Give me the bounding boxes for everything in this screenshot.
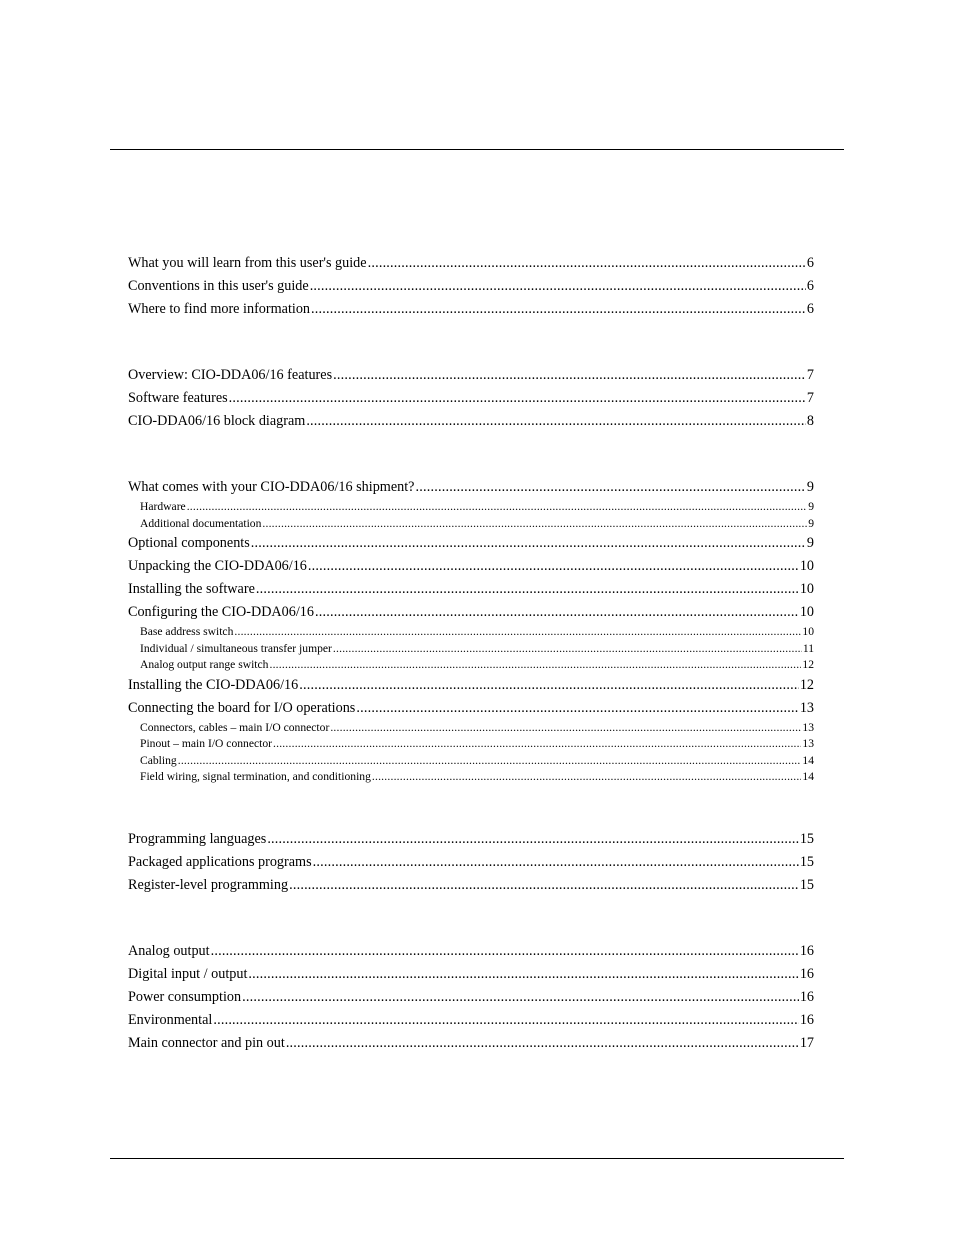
- toc-entry-title: Individual / simultaneous transfer jumper: [140, 641, 332, 655]
- toc-entry[interactable]: [128, 657, 814, 674]
- dot-leader: [256, 578, 799, 601]
- toc-entry-page: 13: [802, 737, 814, 750]
- toc-entry[interactable]: [128, 874, 814, 897]
- dot-leader: [368, 252, 806, 275]
- dot-leader: [213, 1009, 798, 1032]
- toc-section: [128, 828, 814, 897]
- toc-entry-page: 6: [806, 255, 814, 271]
- toc-entry-title: Analog output: [128, 942, 210, 959]
- toc-entry-title: What you will learn from this user's guide: [128, 255, 367, 271]
- toc-entry[interactable]: [128, 828, 814, 851]
- toc-entry-page: 16: [799, 942, 814, 959]
- dot-leader: [356, 697, 798, 720]
- dot-leader: [415, 476, 805, 499]
- toc-entry-page: 14: [802, 770, 814, 783]
- toc-entry-page: 13: [802, 720, 814, 734]
- dot-leader: [251, 532, 806, 555]
- toc-entry[interactable]: [128, 674, 814, 697]
- toc-entry-page: 12: [802, 658, 814, 671]
- toc-entry-title: Additional documentation: [140, 516, 262, 530]
- toc-entry-title: Connectors, cables – main I/O connector: [140, 720, 330, 734]
- toc-entry[interactable]: [128, 532, 814, 555]
- toc-entry-page: 10: [799, 558, 814, 574]
- toc-entry-title: Conventions in this user's guide: [128, 278, 309, 294]
- toc-entry-page: 7: [806, 367, 814, 383]
- footer-rule: [110, 1158, 844, 1159]
- toc-section: [128, 252, 814, 321]
- dot-leader: [333, 364, 806, 387]
- toc-entry[interactable]: [128, 516, 814, 533]
- toc-entry-page: 9: [806, 535, 814, 551]
- toc-entry-title: Installing the software: [128, 581, 255, 597]
- toc-entry-title: Register-level programming: [128, 876, 289, 893]
- dot-leader: [187, 499, 808, 516]
- dot-leader: [269, 657, 801, 674]
- toc-entry-title: Where to find more information: [128, 301, 311, 317]
- dot-leader: [273, 736, 801, 753]
- dot-leader: [248, 963, 798, 986]
- dot-leader: [313, 851, 799, 874]
- dot-leader: [308, 555, 799, 578]
- toc-entry-page: 16: [799, 965, 814, 982]
- toc-entry[interactable]: [128, 624, 814, 641]
- dot-leader: [311, 298, 806, 321]
- toc-entry-title: Unpacking the CIO-DDA06/16: [128, 558, 307, 574]
- toc-entry-page: 14: [802, 753, 814, 767]
- dot-leader: [211, 940, 799, 963]
- toc-entry-page: 7: [806, 390, 814, 406]
- toc-section: [128, 940, 814, 1055]
- toc-entry-title: Software features: [128, 390, 228, 406]
- toc-entry-page: 16: [799, 1011, 814, 1028]
- toc-entry-title: What comes with your CIO-DDA06/16 shipment?: [128, 479, 415, 495]
- toc-section: [128, 476, 814, 786]
- toc-entry[interactable]: [128, 555, 814, 578]
- toc-entry-page: 17: [799, 1034, 814, 1051]
- toc-entry-page: 15: [799, 876, 814, 893]
- toc-entry[interactable]: [128, 578, 814, 601]
- toc-entry[interactable]: [128, 940, 814, 963]
- toc-section: [128, 364, 814, 433]
- dot-leader: [267, 828, 799, 851]
- header-rule: [110, 149, 844, 150]
- toc-entry-page: 9: [808, 500, 814, 513]
- toc-entry-title: Cabling: [140, 753, 177, 767]
- dot-leader: [234, 624, 801, 641]
- dot-leader: [299, 674, 799, 697]
- toc-entry-title: Connecting the board for I/O operations: [128, 699, 356, 716]
- dot-leader: [330, 720, 801, 737]
- toc-entry[interactable]: [128, 697, 814, 720]
- toc-entry[interactable]: [128, 252, 814, 275]
- toc-entry[interactable]: [128, 963, 814, 986]
- toc-entry-title: Overview: CIO-DDA06/16 features: [128, 367, 333, 383]
- toc-entry-page: 10: [799, 581, 814, 597]
- toc-entry[interactable]: [128, 364, 814, 387]
- toc-entry[interactable]: [128, 986, 814, 1009]
- toc-entry-title: CIO-DDA06/16 block diagram: [128, 413, 306, 429]
- toc-entry-page: 6: [806, 278, 814, 294]
- toc-entry[interactable]: [128, 641, 814, 658]
- toc-entry[interactable]: [128, 601, 814, 624]
- dot-leader: [286, 1032, 799, 1055]
- toc-entry[interactable]: [128, 753, 814, 770]
- toc-entry[interactable]: [128, 720, 814, 737]
- toc-entry-title: Field wiring, signal termination, and conditioning: [140, 770, 371, 783]
- toc-entry[interactable]: [128, 736, 814, 753]
- toc-entry-page: 9: [808, 516, 814, 530]
- toc-entry-page: 12: [799, 676, 814, 693]
- dot-leader: [178, 753, 802, 770]
- toc-entry-page: 13: [799, 699, 814, 716]
- toc-entry[interactable]: [128, 476, 814, 499]
- dot-leader: [333, 641, 802, 658]
- dot-leader: [306, 410, 806, 433]
- toc-entry-title: Main connector and pin out: [128, 1034, 285, 1051]
- toc-entry[interactable]: [128, 769, 814, 786]
- toc-entry[interactable]: [128, 410, 814, 433]
- toc-entry-title: Programming languages: [128, 830, 267, 847]
- toc-entry-page: 15: [799, 853, 814, 870]
- toc-entry-page: 8: [806, 413, 814, 429]
- dot-leader: [372, 769, 802, 786]
- table-of-contents: [128, 252, 814, 1055]
- toc-entry[interactable]: [128, 387, 814, 410]
- toc-entry-title: Base address switch: [140, 625, 234, 638]
- toc-entry[interactable]: [128, 499, 814, 516]
- dot-leader: [242, 986, 799, 1009]
- toc-entry-title: Environmental: [128, 1011, 213, 1028]
- dot-leader: [289, 874, 799, 897]
- toc-entry-page: 16: [799, 988, 814, 1005]
- section-gap: [128, 321, 814, 364]
- toc-entry-title: Packaged applications programs: [128, 853, 312, 870]
- section-gap: [128, 433, 814, 476]
- toc-entry-title: Power consumption: [128, 988, 242, 1005]
- toc-entry-page: 10: [802, 625, 814, 638]
- dot-leader: [310, 275, 806, 298]
- toc-entry[interactable]: [128, 1032, 814, 1055]
- section-gap: [128, 786, 814, 828]
- section-gap: [128, 897, 814, 940]
- toc-entry-title: Hardware: [140, 500, 186, 513]
- toc-entry-title: Pinout – main I/O connector: [140, 737, 273, 750]
- toc-entry-title: Analog output range switch: [140, 658, 269, 671]
- toc-entry[interactable]: [128, 298, 814, 321]
- dot-leader: [262, 516, 807, 533]
- toc-entry-page: 11: [802, 641, 814, 655]
- toc-entry-title: Optional components: [128, 535, 250, 551]
- toc-entry-page: 9: [806, 479, 814, 495]
- toc-entry-page: 6: [806, 301, 814, 317]
- dot-leader: [229, 387, 806, 410]
- toc-entry[interactable]: [128, 1009, 814, 1032]
- dot-leader: [315, 601, 799, 624]
- toc-entry[interactable]: [128, 851, 814, 874]
- toc-entry-page: 15: [799, 830, 814, 847]
- toc-entry-title: Digital input / output: [128, 965, 248, 982]
- toc-entry-page: 10: [799, 604, 814, 620]
- toc-entry-title: Configuring the CIO-DDA06/16: [128, 604, 314, 620]
- toc-entry-title: Installing the CIO-DDA06/16: [128, 676, 299, 693]
- toc-entry[interactable]: [128, 275, 814, 298]
